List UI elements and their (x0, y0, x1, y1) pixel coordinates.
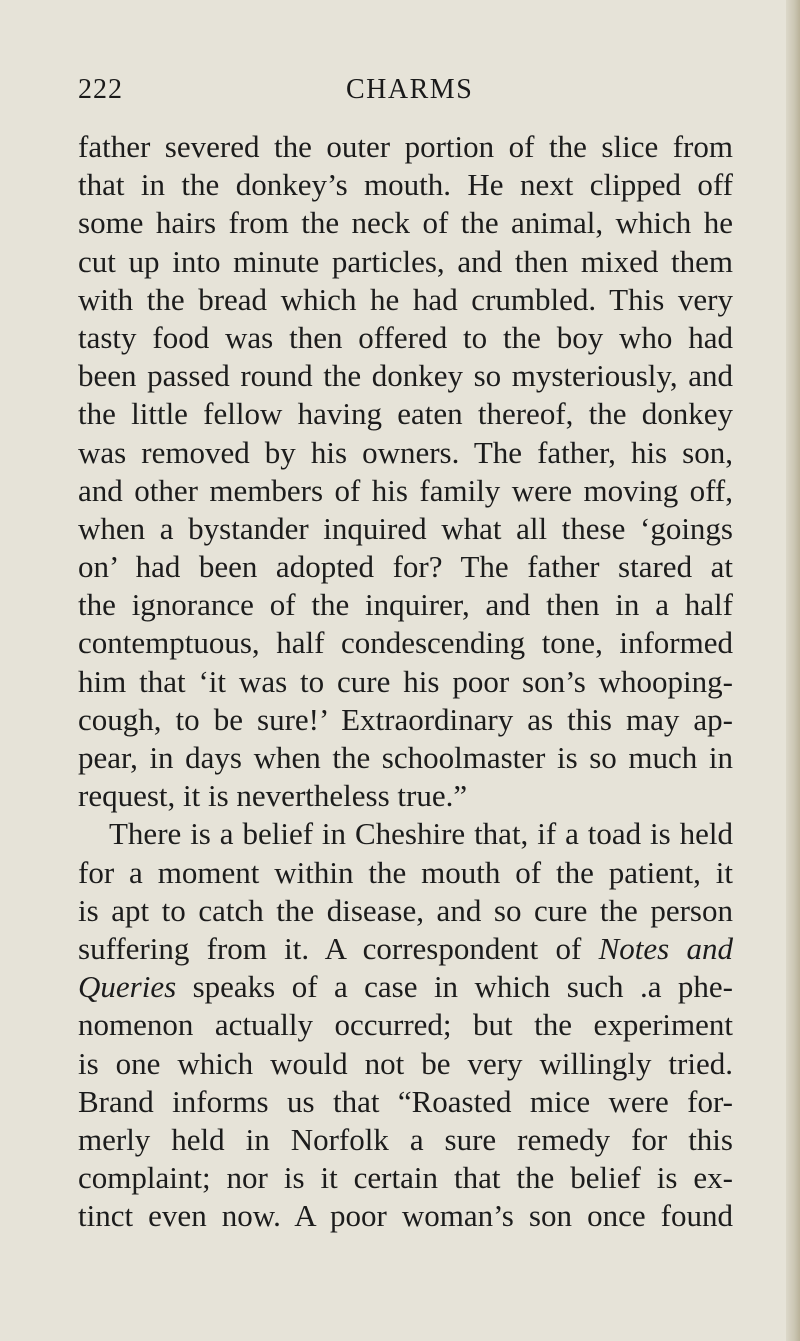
text-line: been passed round the donkey so mysteriously, and (78, 358, 733, 394)
paragraph-last-line: request, it is nevertheless true.” (78, 778, 468, 814)
citation-title-italic: Notes and (598, 930, 733, 966)
running-head: CHARMS (346, 74, 474, 105)
text-line: is one which would not be very willingly tried. (78, 1045, 733, 1081)
text-line: tasty food was then offered to the boy who had (78, 319, 733, 355)
text-line: on’ had been adopted for? The father stared at (78, 549, 733, 585)
text-line-roman: speaks of a case in which such .a phe- (176, 969, 733, 1005)
text-line: for a moment within the mouth of the patient, it (78, 854, 733, 890)
text-line: Brand informs us that “Roasted mice were for- (78, 1083, 733, 1119)
text-line: complaint; nor is it certain that the belief is ex- (78, 1160, 733, 1196)
text-line: was removed by his owners. The father, his son, (78, 434, 733, 470)
text-line: merly held in Norfolk a sure remedy for this (78, 1121, 733, 1157)
text-line: pear, in days when the schoolmaster is so much in (78, 740, 733, 775)
text-line: him that ‘it was to cure his poor son’s whooping- (78, 663, 733, 699)
text-line: the ignorance of the inquirer, and then in a half (78, 587, 733, 623)
text-line-roman: suffering from it. A correspondent of (78, 930, 599, 966)
text-line: cough, to be sure!’ Extraordinary as this may ap- (78, 701, 733, 737)
text-line: the little fellow having eaten thereof, the donkey (78, 396, 733, 432)
text-line: nomenon actually occurred; but the experiment (78, 1007, 733, 1043)
text-line: that in the donkey’s mouth. He next clipped off (78, 167, 733, 203)
text-line: and other members of his family were moving off, (78, 472, 733, 508)
text-line: tinct even now. A poor woman’s son once found (78, 1198, 733, 1234)
citation-title-italic: Queries (78, 969, 177, 1005)
body-text (78, 128, 733, 1235)
text-line: contemptuous, half condescending tone, informed (78, 625, 733, 661)
page-number: 222 (78, 74, 123, 105)
text-line: with the bread which he had crumbled. This very (78, 281, 733, 317)
text-line: cut up into minute particles, and then mixed them (78, 243, 733, 279)
text-line (78, 930, 733, 968)
page-header (78, 74, 733, 114)
text-line: when a bystander inquired what all these ‘goings (78, 510, 733, 546)
text-line (78, 968, 733, 1006)
page-edge (786, 0, 800, 1341)
paragraph-first-line: There is a belief in Cheshire that, if a toad is held (109, 816, 733, 852)
text-line: some hairs from the neck of the animal, which he (78, 205, 733, 241)
text-line: is apt to catch the disease, and so cure the person (78, 892, 733, 928)
text-line: father severed the outer portion of the slice from (78, 129, 733, 164)
